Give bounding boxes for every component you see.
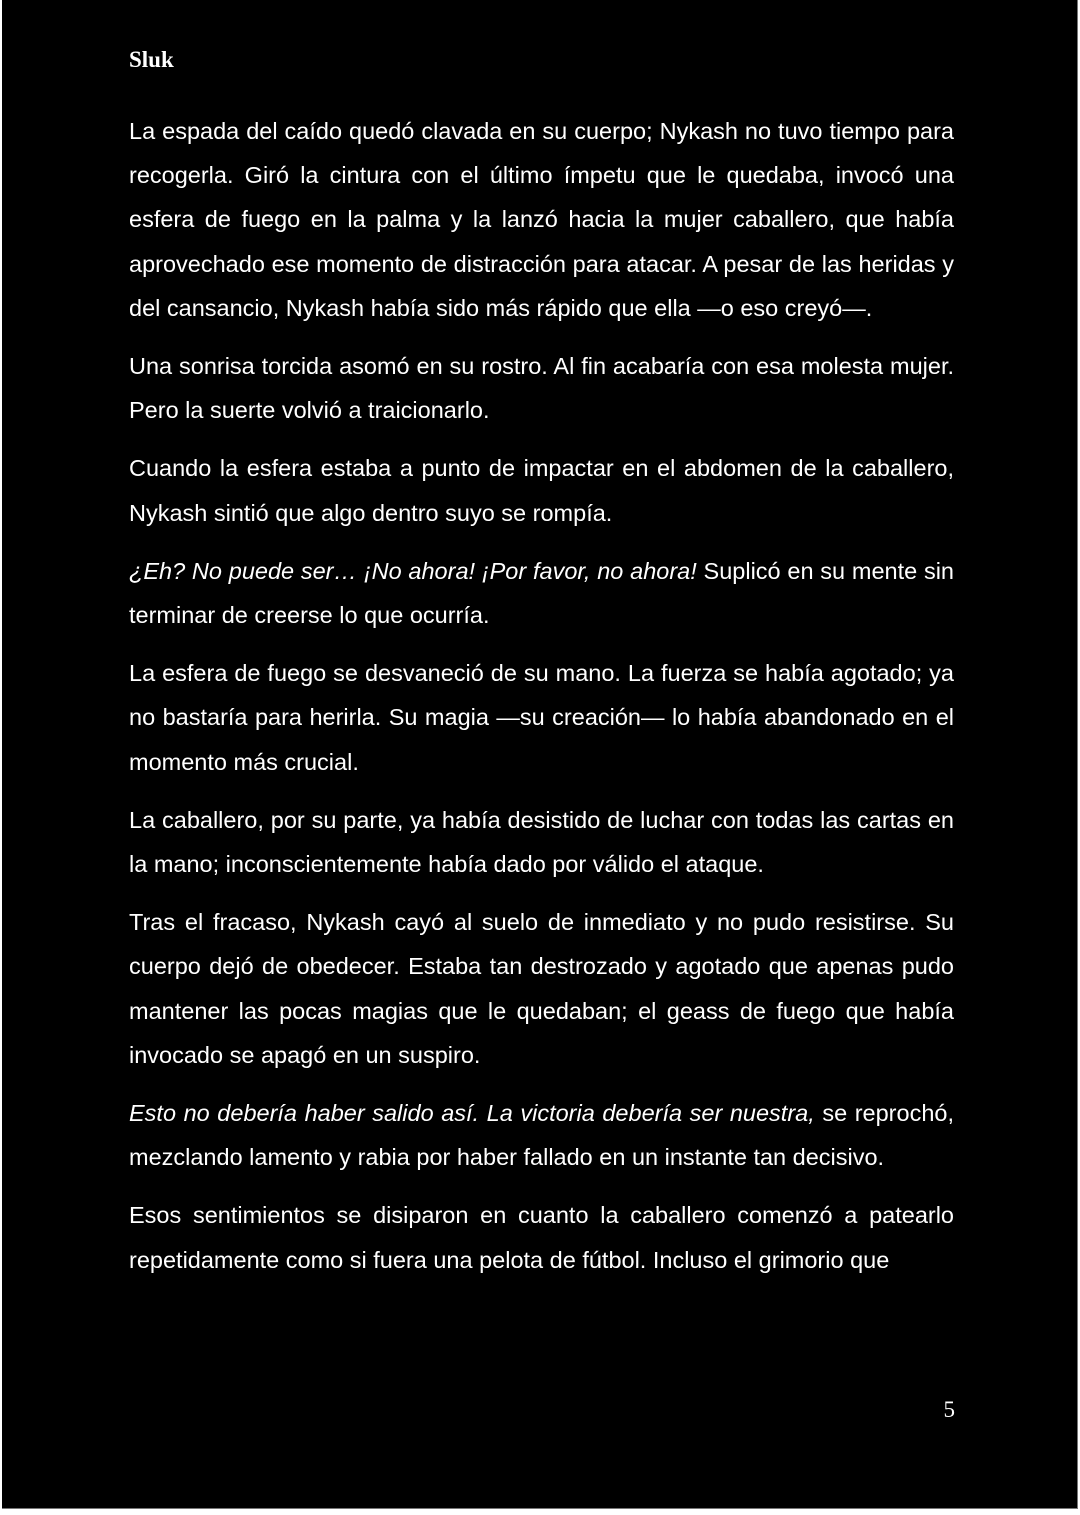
paragraph — [129, 549, 954, 637]
page-number: 5 — [943, 1397, 955, 1422]
paragraph — [129, 798, 954, 886]
text-run: Cuando la esfera estaba a punto de impactar en el abdomen de la caballero, Nykash sintió que algo dentro suyo se rompía. — [129, 455, 954, 526]
text-run: se reprochó, mezclando lamento y rabia por haber fallado en un instante tan decisivo. — [129, 1100, 954, 1171]
paragraph — [129, 446, 954, 534]
document-page — [2, 0, 1078, 1509]
paragraph — [129, 900, 954, 1077]
italic-text-run: Esto no debería haber salido así. La victoria debería ser nuestra, — [129, 1100, 815, 1127]
italic-text-run: ¿Eh? No puede ser… ¡No ahora! ¡Por favor, no ahora! — [129, 557, 697, 584]
page-header: Sluk — [129, 47, 174, 72]
paragraph — [129, 651, 954, 784]
text-run: La espada del caído quedó clavada en su cuerpo; Nykash no tuvo tiempo para recogerla. Giró la cintura con el último ímpetu que le quedaba, invocó una esfera de fuego en la palma y la lanzó hacia la mujer caballero, que había aprovechado ese momento de distracción para atacar. A pesar de las heridas y del cansancio, Nykash había sido más rápido que ella —o eso creyó—. — [129, 118, 954, 321]
text-run: Tras el fracaso, Nykash cayó al suelo de inmediato y no pudo resistirse. Su cuerpo dejó de obedecer. Estaba tan destrozado y agotado que apenas pudo mantener las pocas magias que le quedaban; el geass de fuego que había invocado se apagó en un suspiro. — [129, 909, 954, 1068]
body-text — [129, 109, 954, 1296]
text-run: Una sonrisa torcida asomó en su rostro. Al fin acabaría con esa molesta mujer. Pero la suerte volvió a traicionarlo. — [129, 353, 954, 424]
paragraph — [129, 109, 954, 330]
text-run: La caballero, por su parte, ya había desistido de luchar con todas las cartas en la mano; inconscientemente había dado por válido el ataque. — [129, 806, 954, 878]
paragraph — [129, 344, 954, 432]
text-run: La esfera de fuego se desvaneció de su mano. La fuerza se había agotado; ya no bastaría para herirla. Su magia —su creación— lo había abandonado en el momento más crucial. — [129, 660, 954, 775]
text-run: Esos sentimientos se disiparon en cuanto la caballero comenzó a patearlo repetidamente como si fuera una pelota de fútbol. Incluso el grimorio que — [129, 1202, 954, 1273]
paragraph — [129, 1091, 954, 1179]
text-run: Suplicó en su mente sin terminar de creerse lo que ocurría. — [129, 557, 954, 629]
paragraph — [129, 1193, 954, 1281]
